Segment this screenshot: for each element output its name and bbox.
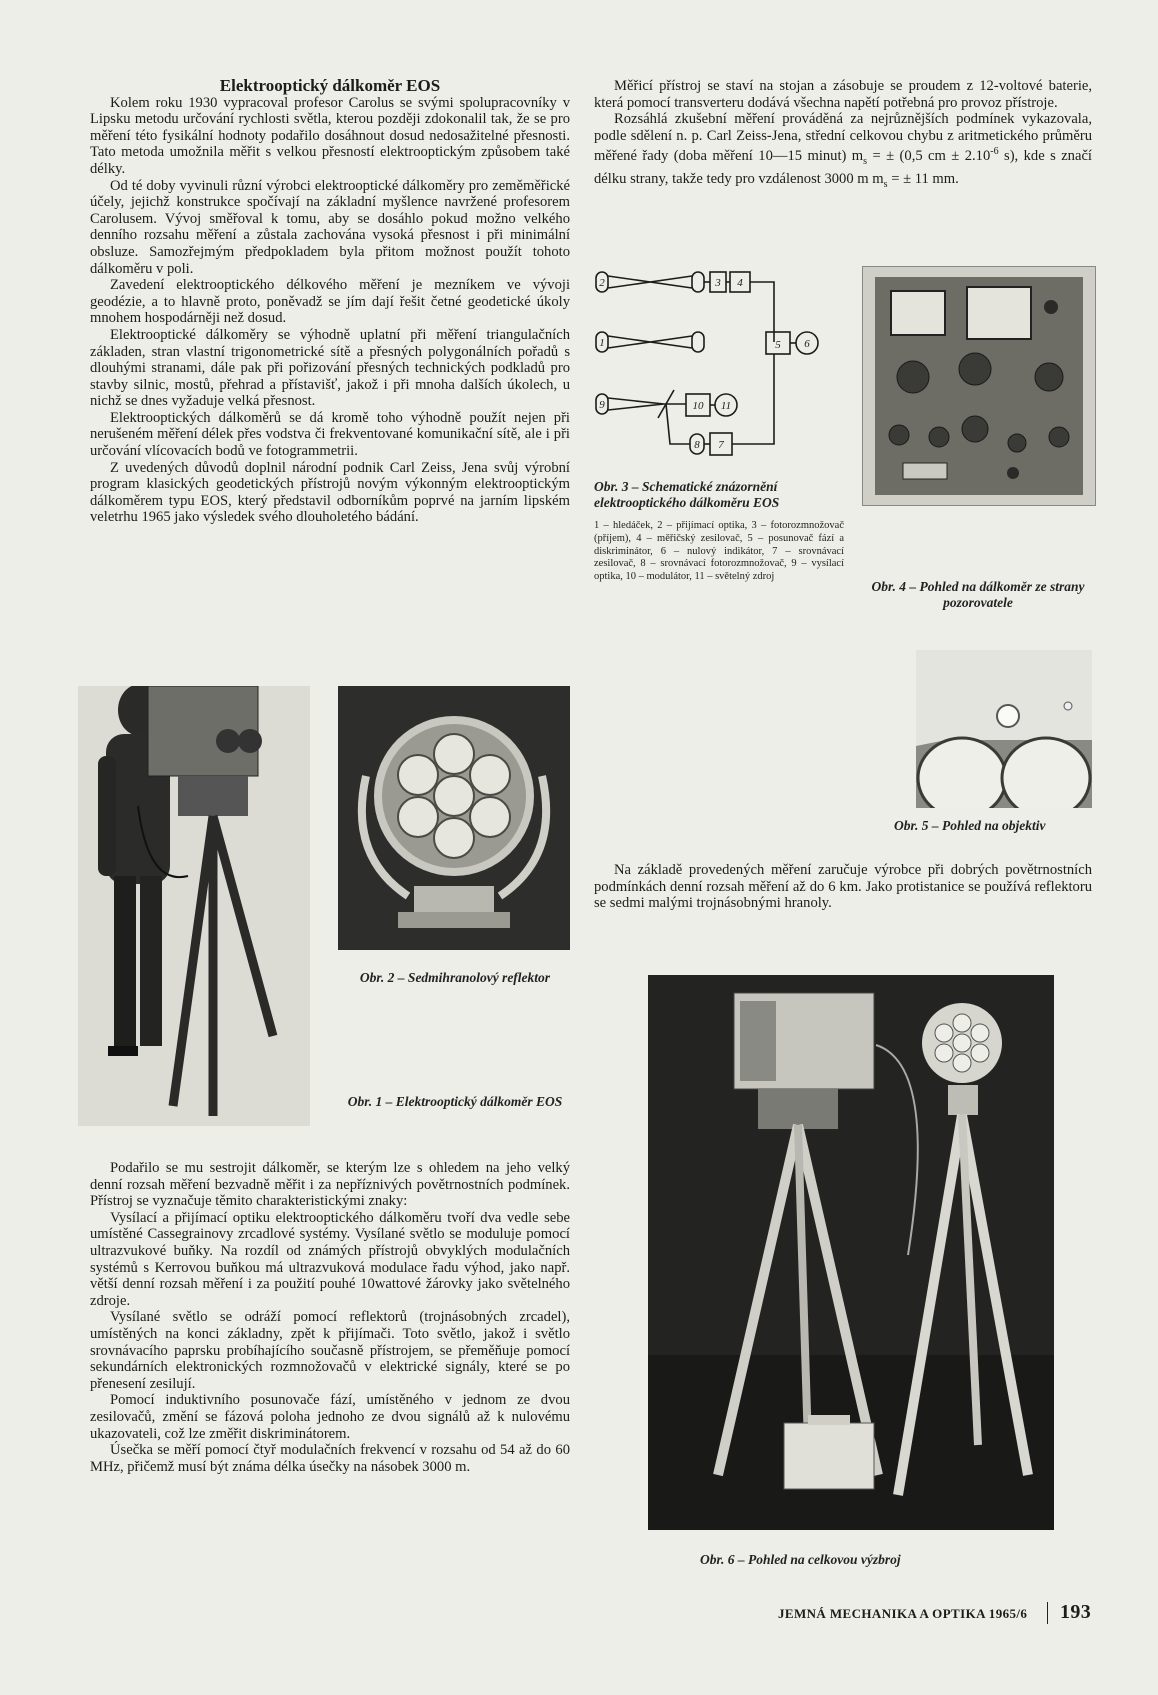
reflector-image	[338, 686, 570, 950]
diagram-label: 8	[694, 439, 700, 451]
formula-mid: = ± (0,5 cm ± 2.10	[867, 148, 991, 165]
objective-image	[916, 650, 1092, 808]
formula-lead: Rozsáhlá zkušební měření prováděná za nejrůznějších podmínek vykazovala, podle sdělení n. p. Carl Zeiss-Jena, střední celkovou chybu z aritmetického průměru měřené řady (doba měření 10—15 minut) m	[594, 111, 1092, 165]
fig3-legend: 1 – hledáček, 2 – přijímací optika, 3 – fotorozmnožovač (příjem), 4 – měřičský zesilovač, 5 – posunovač fází a diskriminátor, 6 – nulový indikátor, 7 – srovnávací zesilovač, 8 – srovnávací fotorozmnožovač, 9 – vysílací optika, 10 – modulátor, 11 – světelný zdroj	[594, 520, 844, 583]
paragraph: Na základě provedených měření zaručuje výrobce při dobrých povětrnostních podmínkách denní rozsah měření až do 6 km. Jako protistanice se používá reflektoru se sedmi malými trojnásobnými hranoly.	[594, 862, 1092, 912]
fig3-caption: Obr. 3 – Schematické znázornění elektrooptického dálkoměru EOS	[594, 479, 780, 510]
instrument-operator-image	[78, 686, 310, 1126]
paragraph: Vysílací a přijímací optiku elektrooptického dálkoměru tvoří dva vedle sebe umístěné Cassegrainovy zrcadlové systémy. Vysílané světlo se moduluje pomocí ultrazvukové buňky. Na rozdíl od známých přístrojů obvyklých modulačních systémů s Kerrovou buňkou má ultrazvuková modulace řadu výhod, jako např. větší denní rozsah měření i za použití pouhé 10wattové žárovky jako světelného zdroje.	[90, 1209, 570, 1309]
paragraph: Z uvedených důvodů doplnil národní podnik Carl Zeiss, Jena svůj výrobní program klasických geodetických přístrojů novým výkonným elektrooptickým dálkoměrem typu EOS, který představil odborníkům poprvé na jarním lipském veletrhu 1965 jako výsledek svého dlouholetého bádání.	[90, 459, 570, 526]
fig1-photo	[78, 686, 310, 1126]
diagram-label: 10	[692, 400, 704, 412]
instrument-panel-image	[863, 267, 1095, 505]
fig3-schematic	[594, 264, 846, 474]
journal-name: JEMNÁ MECHANIKA A OPTIKA 1965/6	[778, 1606, 1028, 1621]
paragraph: Pomocí induktivního posunovače fází, umístěného v jednom ze dvou zesilovačů, změní se fázová poloha jednoho ze dvou signálů až k nulovému ukazovateli, což lze změřit diskriminátorem.	[90, 1392, 570, 1442]
fig5-photo	[916, 650, 1092, 808]
paragraph: Od té doby vyvinuli různí výrobci elektrooptické dálkoměry pro zeměměřické účely, jejichž konstrukce spočívají na základní myšlence navržené profesorem Carolusem. Vývoj směřoval k tomu, aby se dosáhlo pokud možno velkého denního rozsahu měření a zůstala zachována vysoká přesnost i při minimální obsluze. Samozřejmým předpokladem byla přitom možnost použít tohoto dálkoměru v poli.	[90, 177, 570, 277]
diagram-label: 3	[715, 277, 721, 289]
diagram-label: 1	[599, 337, 605, 349]
fig2-caption: Obr. 2 – Sedmihranolový reflektor	[359, 970, 551, 985]
paragraph: Podařilo se mu sestrojit dálkoměr, se kterým lze s ohledem na jeho velký denní rozsah měření bezvadně měřit i za nepříznivých povětrnostních podmínek. Přístroj se vyznačuje těmito charakteristickými znaky:	[90, 1160, 570, 1210]
formula-end: s), kde s značí délku strany, takže tedy pro vzdálenost 3000 m m	[594, 148, 1092, 187]
diagram-label: 7	[718, 439, 724, 451]
fig2-photo	[338, 686, 570, 950]
diagram-label: 9	[599, 399, 605, 411]
article-title: Elektrooptický dálkoměr EOS	[219, 76, 441, 95]
formula-sub2: s	[883, 178, 888, 190]
footer-divider	[1047, 1602, 1048, 1624]
page-number: 193	[1060, 1601, 1092, 1623]
diagram-label: 2	[599, 277, 605, 289]
diagram-label: 5	[775, 339, 781, 351]
formula-tail: = ± 11 mm.	[887, 170, 959, 187]
fig6-caption: Obr. 6 – Pohled na celkovou výzbroj	[700, 1552, 901, 1567]
diagram-label: 11	[720, 400, 732, 412]
paragraph: Elektrooptické dálkoměry se výhodně uplatní při měření triangulačních základen, stran vlastní trigonometrické sítě a přesných polygonálních pořadů s dlouhými stranami, dále pak při pořizování přesných technických podkladů pro stavby silnic, mostů, přehrad a přístavišť, jakož i při mnoha dalších úkolech, u nichž se dnes vyžaduje velká přesnost.	[90, 326, 570, 410]
fig1-caption: Obr. 1 – Elektrooptický dálkoměr EOS	[347, 1094, 563, 1109]
paragraph: Vysílané světlo se odráží pomocí reflektorů (trojnásobných zrcadel), umístěných na konci základny, zpět k přijímači. Toto světlo, jakož i světlo srovnávacího paprsku probíhajícího současně přístrojem, se přeměňuje pomocí sekundárních elektronických rozmnožovačů v elektrické signály, které se po přenesení zesilují.	[90, 1309, 570, 1392]
fig6-photo	[648, 975, 1054, 1530]
diagram-label: 4	[737, 277, 743, 289]
bottom-left-column	[90, 1160, 570, 1475]
paragraph: Elektrooptických dálkoměrů se dá kromě toho výhodně použít nejen při nerušeném měření délek přes vodstva či frekventované komunikační sítě, ale i při určování vlícovacích bodů ve fotogrammetrii.	[90, 409, 570, 460]
formula-sub: s	[863, 156, 868, 168]
right-lower-column	[594, 862, 1092, 912]
fig4-caption: Obr. 4 – Pohled na dálkoměr ze strany pozorovatele	[871, 579, 1085, 610]
paragraph: Úsečka se měří pomocí čtyř modulačních frekvencí v rozsahu od 54 až do 60 MHz, přičemž musí být známa délka úsečky na násobek 3000 m.	[90, 1442, 570, 1475]
formula-exp: -6	[990, 146, 999, 158]
fig4-photo	[862, 266, 1096, 506]
page-footer	[760, 1602, 1100, 1624]
paragraph: Měřicí přístroj se staví na stojan a zásobuje se proudem z 12-voltové baterie, která pomocí transverteru dodává všechna napětí potřebná pro provoz přístroje.	[594, 78, 1092, 111]
fig5-caption: Obr. 5 – Pohled na objektiv	[894, 818, 1046, 833]
equipment-image	[648, 975, 1054, 1530]
paragraph: Kolem roku 1930 vypracoval profesor Carolus se svými spolupracovníky v Lipsku metodu určování rychlosti světla, kterou později zdokonalil tak, že se pro měření této fysikální hodnoty podařilo dosáhnout dosud nedosažitelné přesnosti. Tato metoda umožnila měřit s velkou přesností elektrooptickým způsobem také délky.	[90, 94, 570, 177]
paragraph	[594, 111, 1092, 193]
left-column	[90, 78, 570, 526]
diagram-label: 6	[804, 338, 810, 350]
paragraph: Zavedení elektrooptického délkového měření je mezníkem ve vývoji geodézie, a to hlavně proto, poněvadž se jím dají řešit četné geodetické úkoly mnohem hospodárněji než dosud.	[90, 277, 570, 327]
right-column	[594, 78, 1092, 193]
